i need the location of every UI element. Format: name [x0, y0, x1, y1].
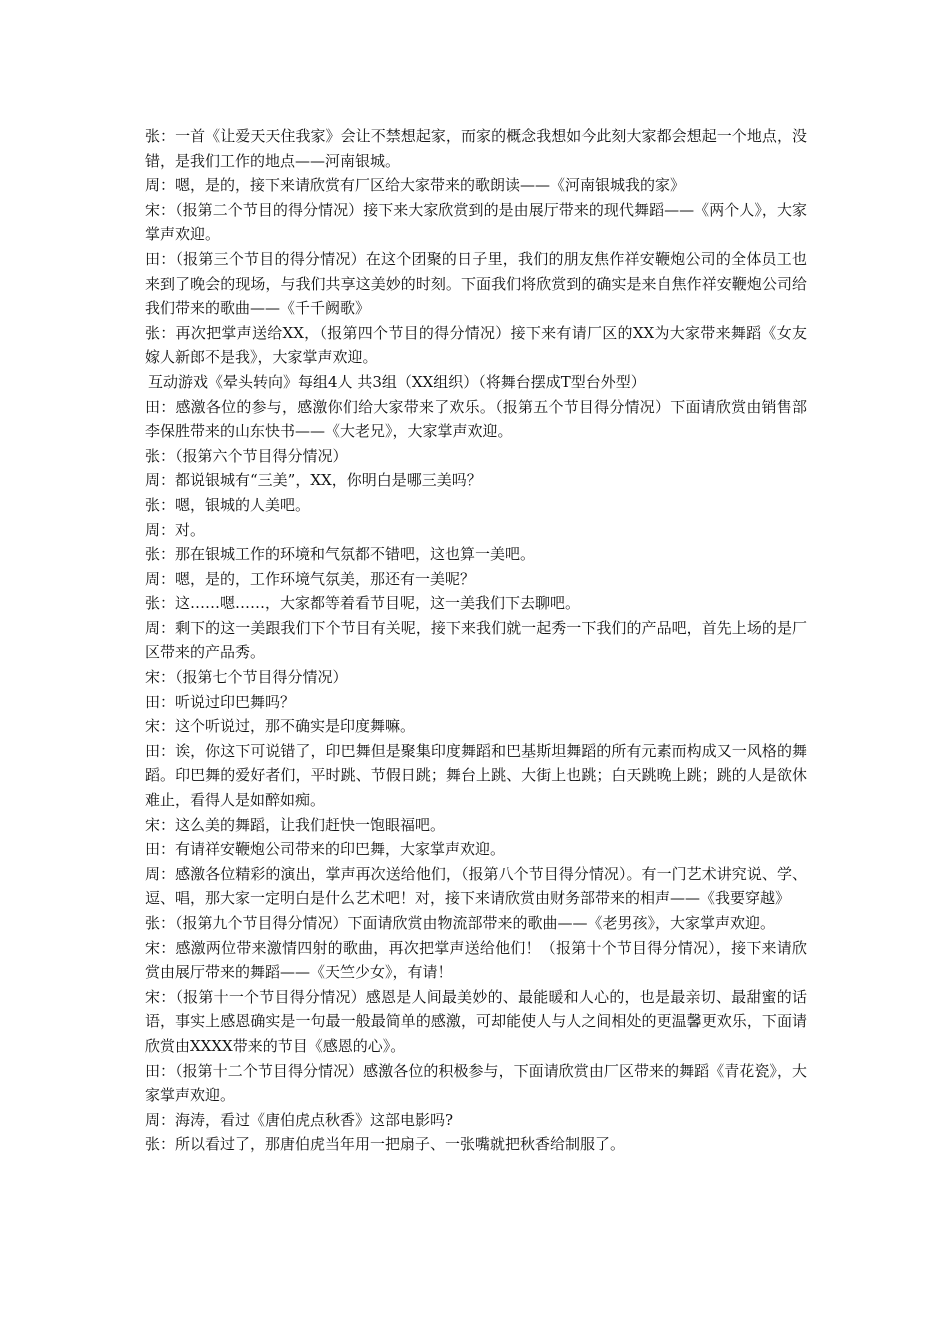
paragraph-9: 周：都说银城有“三美”，XX，你明白是哪三美吗？	[145, 471, 482, 490]
document-body	[145, 124, 807, 1157]
paragraph-16: 宋：（报第七个节目得分情况）	[145, 668, 348, 687]
paragraph-19: 田：诶，你这下可说错了，印巴舞但是聚集印度舞蹈和巴基斯坦舞蹈的所有元素而构成又一风格的舞蹈。印巴舞的爱好者们，平时跳、节假日跳；舞台上跳、大街上也跳；白天跳晚上跳；跳的人是欲休难止，看得人是如醉如痴。	[145, 741, 807, 810]
paragraph-27: 周：海涛，看过《唐伯虎点秋香》这部电影吗?	[145, 1110, 454, 1129]
paragraph-24: 宋：感激两位带来激情四射的歌曲，再次把掌声送给他们！（报第十个节目得分情况），接下来请欣赏由展厅带来的舞蹈——《天竺少女》，有请！	[145, 938, 807, 982]
paragraph-15: 周：剩下的这一美跟我们下个节目有关呢，接下来我们就一起秀一下我们的产品吧，首先上场的是厂区带来的产品秀。	[145, 618, 807, 662]
paragraph-21: 田：有请祥安鞭炮公司带来的印巴舞，大家掌声欢迎。	[145, 840, 506, 859]
paragraph-28: 张：所以看过了，那唐伯虎当年用一把扇子、一张嘴就把秋香给制服了。	[145, 1135, 626, 1154]
paragraph-25: 宋：（报第十一个节目得分情况）感恩是人间最美妙的、最能暖和人心的，也是最亲切、最甜蜜的话语，事实上感恩确实是一句最一般最简单的感激，可却能使人与人之间相处的更温馨更欢乐，下面请欣赏由XXXX带来的节目《感恩的心》。	[145, 987, 807, 1055]
paragraph-5: 张：再次把掌声送给XX，（报第四个节目的得分情况）接下来有请厂区的XX为大家带来舞蹈《女友嫁人新郎不是我》，大家掌声欢迎。	[145, 323, 807, 367]
paragraph-3: 宋：（报第二个节目的得分情况）接下来大家欣赏到的是由展厅带来的现代舞蹈——《两个人》，大家掌声欢迎。	[145, 200, 807, 244]
paragraph-4: 田：（报第三个节目的得分情况）在这个团聚的日子里，我们的朋友焦作祥安鞭炮公司的全体员工也来到了晚会的现场，与我们共享这美妙的时刻。下面我们将欣赏到的确实是来自焦作祥安鞭炮公司给我们带来的歌曲——《千千阙歌》	[145, 249, 807, 318]
paragraph-20: 宋：这么美的舞蹈，让我们赶快一饱眼福吧。	[145, 815, 446, 834]
paragraph-23: 张：（报第九个节目得分情况）下面请欣赏由物流部带来的歌曲——《老男孩》，大家掌声欢迎。	[145, 914, 776, 932]
paragraph-7: 田：感激各位的参与，感激你们给大家带来了欢乐。（报第五个节目得分情况）下面请欣赏由销售部李保胜带来的山东快书——《大老兄》，大家掌声欢迎。	[145, 397, 807, 441]
paragraph-17: 田：听说过印巴舞吗？	[145, 692, 296, 711]
paragraph-14: 张：这……嗯……，大家都等着看节目呢，这一美我们下去聊吧。	[145, 594, 581, 613]
paragraph-6: 互动游戏《晕头转向》每组4人 共3组（XX组织）（将舞台摆成T型台外型）	[148, 372, 646, 391]
paragraph-26: 田：（报第十二个节目得分情况）感激各位的积极参与，下面请欣赏由厂区带来的舞蹈《青花瓷》，大家掌声欢迎。	[145, 1061, 807, 1105]
paragraph-8: 张：（报第六个节目得分情况）	[145, 446, 348, 465]
paragraph-11: 周：对。	[145, 520, 206, 539]
paragraph-2: 周：嗯，是的，接下来请欣赏有厂区给大家带来的歌朗读——《河南银城我的家》	[145, 176, 686, 195]
paragraph-18: 宋：这个听说过，那不确实是印度舞嘛。	[145, 717, 416, 736]
paragraph-10: 张：嗯，银城的人美吧。	[145, 495, 311, 514]
paragraph-12: 张：那在银城工作的环境和气氛都不错吧，这也算一美吧。	[145, 545, 536, 564]
paragraph-1: 张：一首《让爱天天住我家》会让不禁想起家，而家的概念我想如今此刻大家都会想起一个地点，没错，是我们工作的地点——河南银城。	[145, 127, 807, 170]
paragraph-13: 周：嗯，是的，工作环境气氛美，那还有一美呢？	[145, 569, 476, 588]
paragraph-22: 周：感激各位精彩的演出，掌声再次送给他们，（报第八个节目得分情况）。有一门艺术讲究说、学、逗、唱，那大家一定明白是什么艺术吧！对，接下来请欣赏由财务部带来的相声——《我要穿越》	[145, 864, 807, 908]
